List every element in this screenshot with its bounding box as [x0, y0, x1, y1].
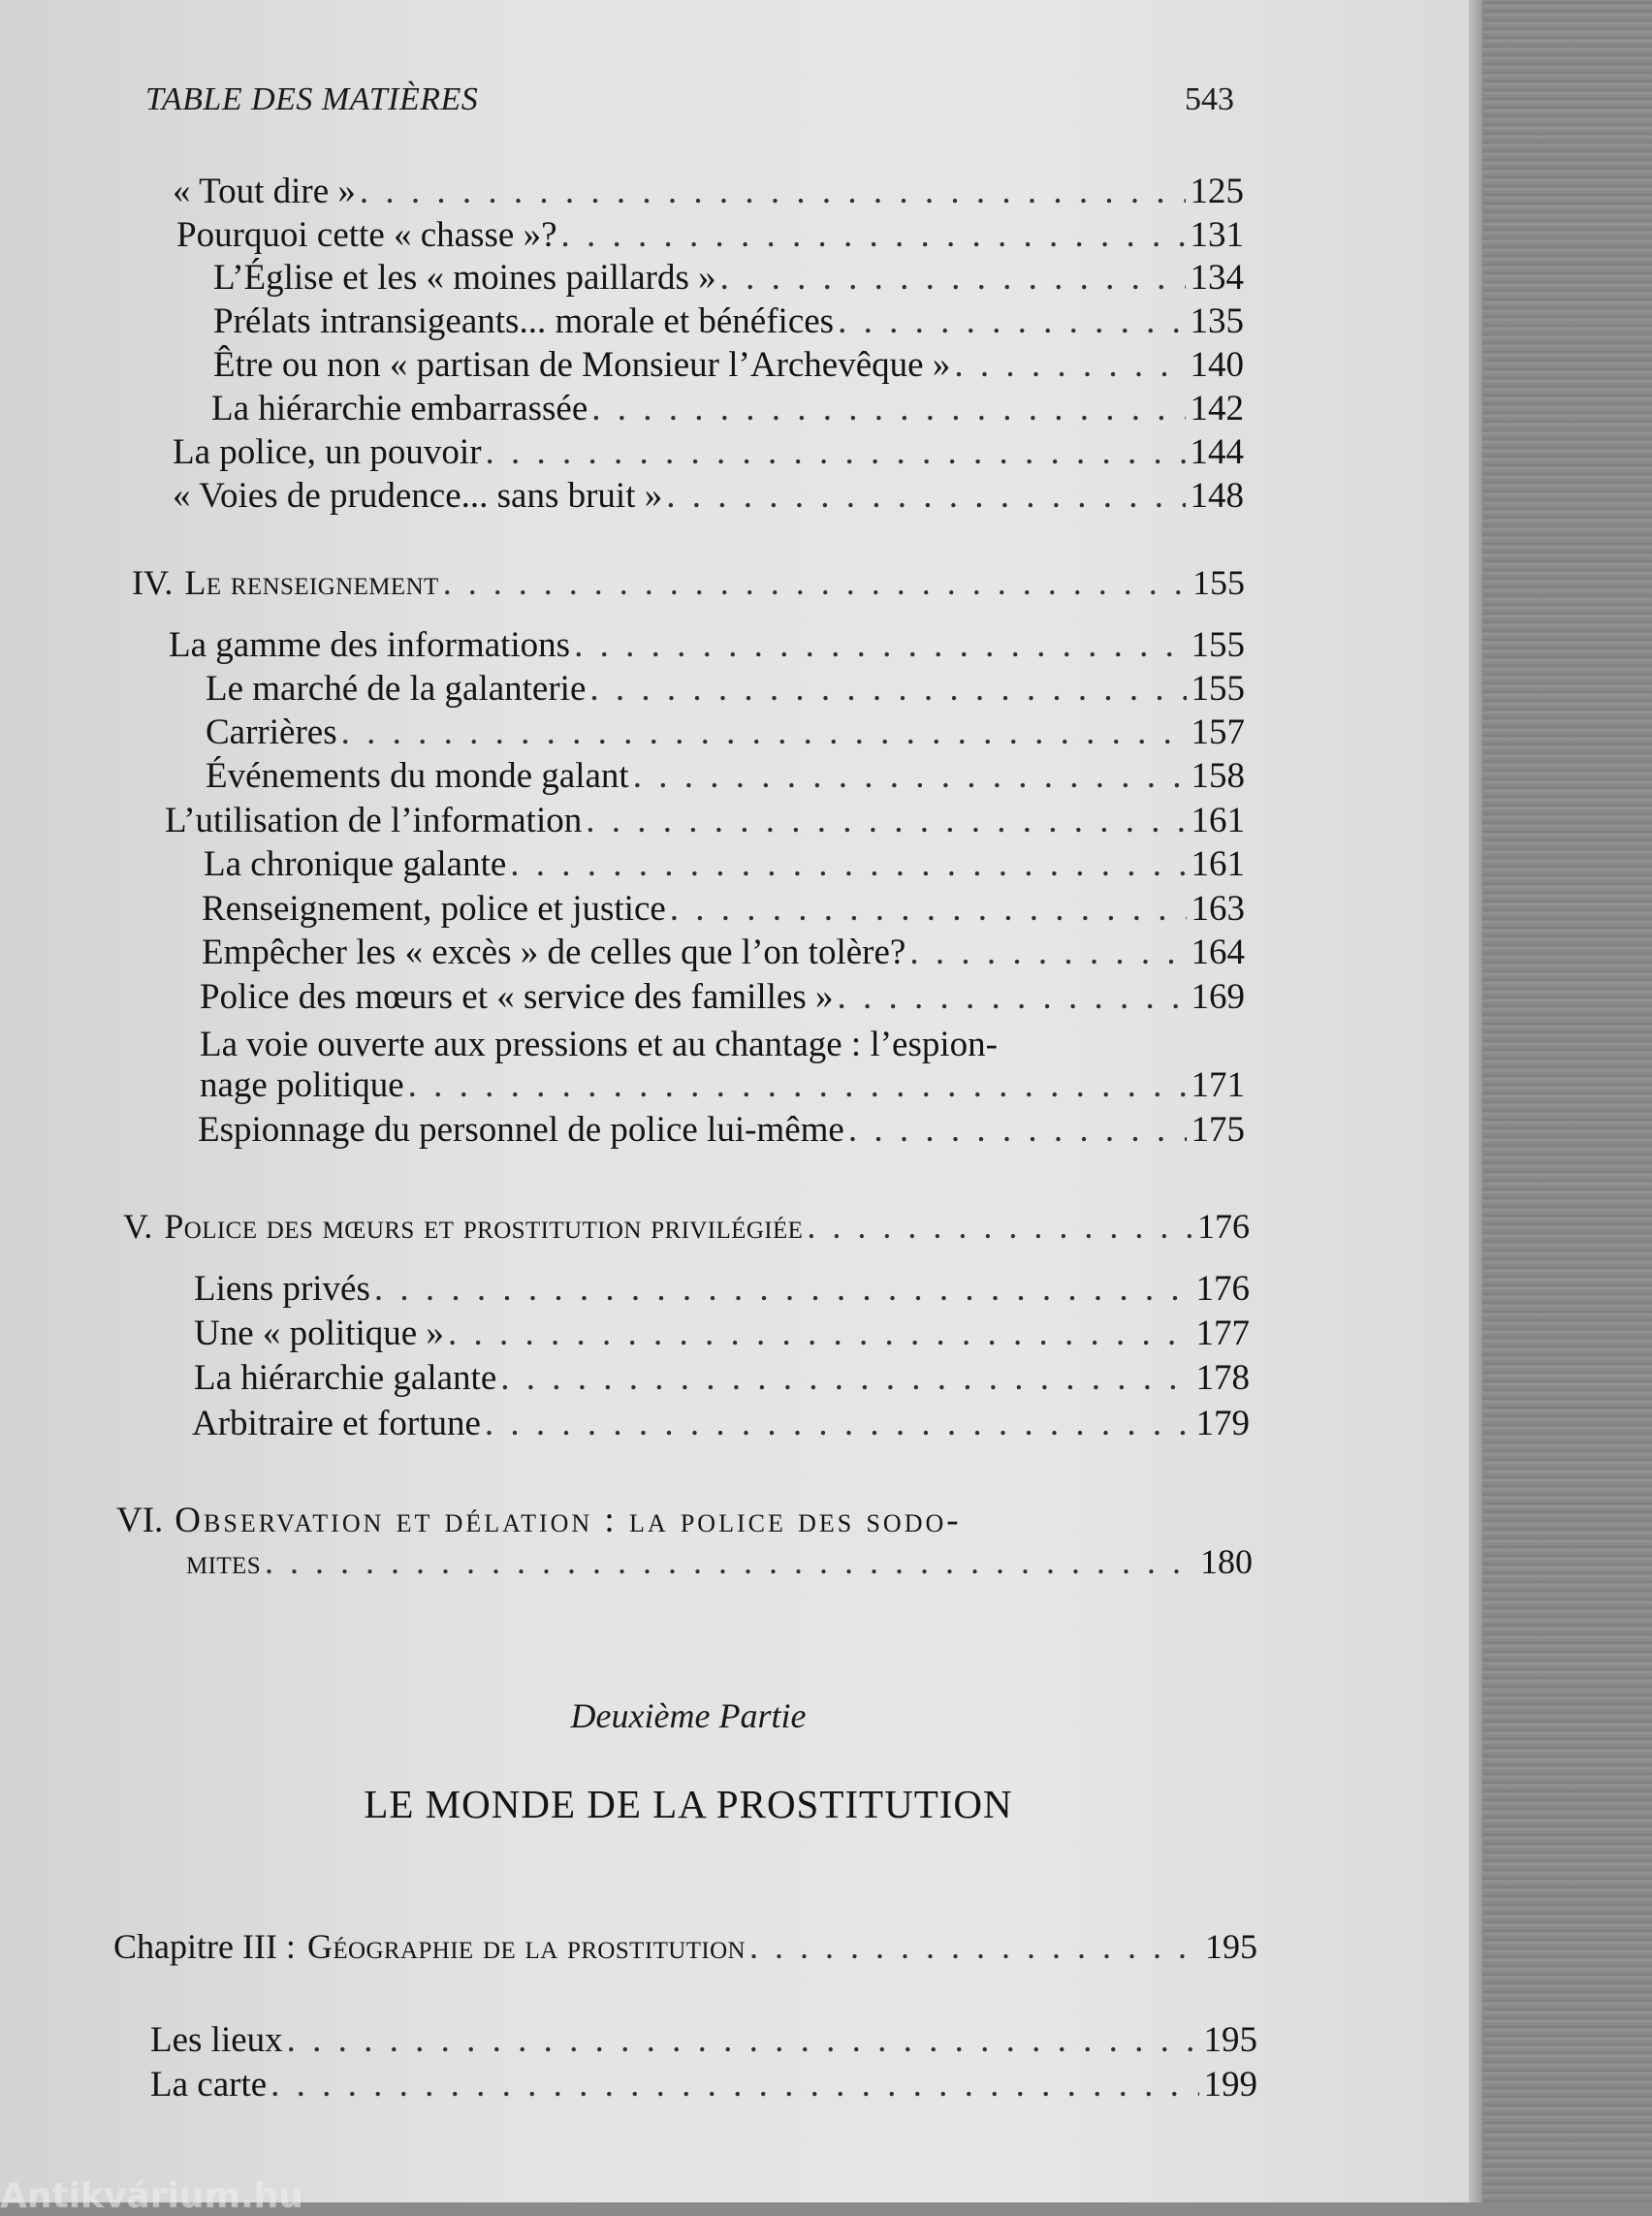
entry-label: Carrières: [206, 712, 337, 752]
chapter-heading-continued: [186, 1541, 1253, 1582]
toc-entry: [206, 712, 1245, 753]
entry-page: 161: [1191, 844, 1245, 884]
entry-label: La carte: [150, 2065, 268, 2105]
entry-label: Le marché de la galanterie: [206, 669, 587, 709]
entry-page: 175: [1191, 1110, 1245, 1150]
chapter-heading: [123, 1206, 1250, 1247]
toc-entry: [206, 669, 1245, 710]
toc-entry: [194, 1358, 1250, 1399]
toc-entry: [202, 889, 1245, 930]
entry-page: 135: [1190, 301, 1244, 341]
toc-entry: [200, 1065, 1245, 1106]
toc-entry: [206, 756, 1245, 797]
entry-label: Être ou non « partisan de Monsieur l’Archevêque »: [213, 345, 951, 385]
entry-page: 179: [1195, 1404, 1250, 1443]
leader-dots: [834, 301, 1186, 342]
entry-page: 148: [1190, 476, 1244, 516]
leader-dots: [844, 1110, 1187, 1151]
chapter-heading: [113, 1926, 1257, 1967]
entry-label: L’utilisation de l’information: [165, 801, 583, 840]
entry-label: La gamme des informations: [169, 625, 571, 665]
entry-label: Une « politique »: [194, 1314, 444, 1353]
entry-label: Empêcher les « excès » de celles que l’on tolère?: [202, 933, 906, 972]
entry-page: 144: [1190, 432, 1244, 472]
toc-entry: [150, 2020, 1257, 2061]
leader-dots: [356, 172, 1186, 212]
entry-page: 199: [1203, 2065, 1257, 2105]
leader-dots: [662, 476, 1186, 517]
entry-label: « Tout dire »: [173, 172, 356, 211]
chapter-prefix: Chapitre III :: [113, 1927, 296, 1966]
entry-label: Arbitraire et fortune: [192, 1404, 481, 1443]
leader-dots: [370, 1269, 1191, 1310]
chapter-numeral: V.: [123, 1207, 153, 1246]
entry-page: 134: [1190, 258, 1244, 298]
chapter-numeral: VI.: [116, 1501, 164, 1540]
leader-dots: [834, 977, 1188, 1018]
toc-entry: [194, 1269, 1250, 1310]
entry-label: Liens privés: [194, 1269, 370, 1309]
toc-entry: [213, 301, 1244, 342]
chapter-title-continued: mites: [186, 1542, 261, 1581]
leader-dots: [283, 2020, 1199, 2061]
entry-label: Espionnage du personnel de police lui-même: [198, 1110, 844, 1150]
toc-entry: [213, 258, 1244, 299]
leader-dots: [905, 933, 1187, 973]
leader-dots: [950, 345, 1186, 386]
toc-entry: [173, 432, 1244, 473]
entry-label: La police, un pouvoir: [173, 432, 482, 472]
entry-page: 157: [1191, 712, 1245, 752]
leader-dots: [444, 1314, 1191, 1354]
entry-page: 178: [1195, 1358, 1250, 1398]
leader-dots: [586, 669, 1187, 710]
entry-label: Les lieux: [150, 2020, 283, 2060]
page-number: 543: [1185, 81, 1234, 117]
entry-label: nage politique: [200, 1065, 404, 1105]
part-title: LE MONDE DE LA PROSTITUTION: [364, 1782, 1013, 1826]
entry-label: Pourquoi cette « chasse »?: [176, 215, 557, 255]
chapter-title: Observation et délation : la police des sodo-: [175, 1501, 962, 1540]
entry-label: Prélats intransigeants... morale et bénéfices: [213, 301, 835, 341]
toc-entry: [192, 1404, 1250, 1444]
entry-label: La chronique galante: [204, 844, 507, 884]
chapter-title: Le renseignement: [184, 563, 439, 602]
chapter-page: 176: [1197, 1207, 1250, 1246]
entry-label: L’Église et les « moines paillards »: [213, 258, 716, 298]
entry-page: 164: [1191, 933, 1245, 972]
leader-dots: [337, 712, 1187, 753]
chapter-title: Géographie de la prostitution: [306, 1927, 747, 1966]
entry-label: La hiérarchie embarrassée: [211, 389, 588, 428]
entry-label: Événements du monde galant: [206, 756, 629, 796]
toc-entry: [213, 345, 1244, 386]
chapter-numeral: IV.: [132, 563, 174, 602]
entry-page: 131: [1190, 215, 1244, 255]
leader-dots: [496, 1358, 1191, 1399]
entry-label: La hiérarchie galante: [194, 1358, 497, 1398]
leader-dots: [803, 1206, 1191, 1247]
toc-entry: [204, 844, 1245, 885]
leader-dots: [570, 625, 1187, 666]
leader-dots: [588, 389, 1186, 429]
leader-dots: [582, 801, 1187, 841]
leader-dots: [557, 215, 1187, 256]
page-edge: [1469, 0, 1482, 2202]
chapter-heading: [132, 562, 1245, 603]
entry-page: 125: [1190, 172, 1244, 211]
entry-label: « Voies de prudence... sans bruit »: [173, 476, 663, 516]
toc-entry: [165, 801, 1245, 841]
part-subtitle: Deuxième Partie: [570, 1696, 807, 1735]
chapter-title: Police des mœurs et prostitution privilégiée: [164, 1207, 804, 1246]
running-head: TABLE DES MATIÈRES: [145, 81, 479, 117]
entry-page: 161: [1191, 801, 1245, 840]
leader-dots: [629, 756, 1187, 797]
entry-page: 171: [1191, 1065, 1245, 1105]
entry-page: 177: [1195, 1314, 1250, 1353]
toc-entry: [198, 1110, 1245, 1151]
chapter-page: 180: [1200, 1542, 1253, 1581]
entry-page: 155: [1191, 669, 1245, 709]
entry-label-wrapped: La voie ouverte aux pressions et au chantage : l’espion-: [200, 1025, 998, 1064]
entry-page: 142: [1190, 389, 1244, 428]
leader-dots: [666, 889, 1187, 930]
leader-dots: [506, 844, 1187, 885]
toc-entry: [173, 172, 1244, 212]
entry-page: 176: [1195, 1269, 1250, 1309]
leader-dots: [482, 432, 1186, 473]
watermark: Antikvárium.hu: [0, 2176, 303, 2216]
entry-page: 140: [1190, 345, 1244, 385]
toc-entry: [173, 476, 1244, 517]
leader-dots: [439, 562, 1187, 603]
leader-dots: [746, 1926, 1199, 1967]
toc-entry: [202, 933, 1245, 973]
leader-dots: [481, 1404, 1191, 1444]
entry-label: Renseignement, police et justice: [202, 889, 666, 929]
leader-dots: [716, 258, 1186, 299]
background-surface: [1482, 0, 1652, 2202]
entry-page: 158: [1191, 756, 1245, 796]
entry-label: Police des mœurs et « service des familles »: [200, 977, 834, 1017]
entry-page: 155: [1191, 625, 1245, 665]
leader-dots: [404, 1065, 1187, 1106]
toc-entry: [194, 1314, 1250, 1354]
toc-entry: [169, 625, 1245, 666]
entry-page: 195: [1203, 2020, 1257, 2060]
chapter-page: 155: [1192, 563, 1245, 602]
chapter-page: 195: [1205, 1927, 1257, 1966]
leader-dots: [261, 1541, 1194, 1582]
toc-entry: [211, 389, 1244, 429]
entry-page: 163: [1191, 889, 1245, 929]
toc-entry: [176, 215, 1244, 256]
leader-dots: [267, 2065, 1199, 2105]
entry-page: 169: [1191, 977, 1245, 1017]
chapter-heading: [116, 1500, 1153, 1541]
toc-entry: [200, 977, 1245, 1018]
toc-entry: [150, 2065, 1257, 2105]
